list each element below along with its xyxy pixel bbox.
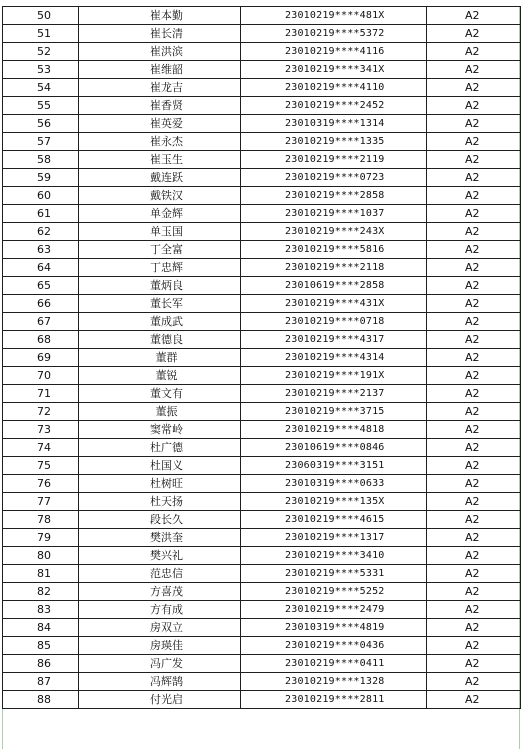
row-number-cell[interactable]: 65 <box>3 277 79 295</box>
license-class-cell[interactable]: A2 <box>427 457 521 475</box>
name-cell[interactable]: 窦常岭 <box>79 421 241 439</box>
table-row <box>3 133 521 151</box>
row-number-cell[interactable]: 73 <box>3 421 79 439</box>
id-number-cell[interactable]: 23010219****5372 <box>241 25 427 43</box>
table-row <box>3 313 521 331</box>
id-number-cell[interactable]: 23010219****135X <box>241 493 427 511</box>
license-class-cell[interactable]: A2 <box>427 115 521 133</box>
name-cell[interactable]: 董德良 <box>79 331 241 349</box>
name-cell[interactable]: 崔龙吉 <box>79 79 241 97</box>
table-row <box>3 547 521 565</box>
id-number-cell[interactable]: 23010319****0633 <box>241 475 427 493</box>
row-number-cell[interactable]: 83 <box>3 601 79 619</box>
name-cell[interactable]: 崔维韶 <box>79 61 241 79</box>
name-cell[interactable]: 董长军 <box>79 295 241 313</box>
id-number-cell[interactable]: 23010219****2118 <box>241 259 427 277</box>
row-number-cell[interactable]: 53 <box>3 61 79 79</box>
name-cell[interactable]: 单玉国 <box>79 223 241 241</box>
row-number-cell[interactable]: 77 <box>3 493 79 511</box>
id-number-cell[interactable]: 23010219****0723 <box>241 169 427 187</box>
name-cell[interactable]: 戴连跃 <box>79 169 241 187</box>
name-cell[interactable]: 段长久 <box>79 511 241 529</box>
license-class-cell[interactable]: A2 <box>427 601 521 619</box>
license-class-cell[interactable]: A2 <box>427 241 521 259</box>
id-number-cell[interactable]: 23010219****5331 <box>241 565 427 583</box>
license-class-cell[interactable]: A2 <box>427 259 521 277</box>
name-cell[interactable]: 崔玉生 <box>79 151 241 169</box>
table-row <box>3 637 521 655</box>
id-number-cell[interactable]: 23010219****2479 <box>241 601 427 619</box>
license-class-cell[interactable]: A2 <box>427 529 521 547</box>
id-number-cell[interactable]: 23010219****1037 <box>241 205 427 223</box>
name-cell[interactable]: 单金辉 <box>79 205 241 223</box>
name-cell[interactable]: 崔洪滨 <box>79 43 241 61</box>
table-row <box>3 25 521 43</box>
license-class-cell[interactable]: A2 <box>427 61 521 79</box>
id-number-cell[interactable]: 23010219****0411 <box>241 655 427 673</box>
license-class-cell[interactable]: A2 <box>427 385 521 403</box>
table-row <box>3 421 521 439</box>
id-number-cell[interactable]: 23010219****1317 <box>241 529 427 547</box>
table-row <box>3 43 521 61</box>
id-number-cell[interactable]: 23010219****2119 <box>241 151 427 169</box>
row-number-cell[interactable]: 55 <box>3 97 79 115</box>
id-number-cell[interactable]: 23010219****4314 <box>241 349 427 367</box>
table-row <box>3 655 521 673</box>
id-number-cell[interactable]: 23010219****5816 <box>241 241 427 259</box>
name-cell[interactable]: 方有成 <box>79 601 241 619</box>
license-class-cell[interactable]: A2 <box>427 583 521 601</box>
id-number-cell[interactable]: 23010219****1335 <box>241 133 427 151</box>
name-cell[interactable]: 丁忠辉 <box>79 259 241 277</box>
table-row <box>3 277 521 295</box>
row-number-cell[interactable]: 66 <box>3 295 79 313</box>
id-number-cell[interactable]: 23010219****481X <box>241 7 427 25</box>
table-row <box>3 439 521 457</box>
row-number-cell[interactable]: 50 <box>3 7 79 25</box>
id-number-cell[interactable]: 23010319****4819 <box>241 619 427 637</box>
license-class-cell[interactable]: A2 <box>427 205 521 223</box>
license-class-cell[interactable]: A2 <box>427 637 521 655</box>
table-row <box>3 187 521 205</box>
row-number-cell[interactable]: 70 <box>3 367 79 385</box>
row-number-cell[interactable]: 67 <box>3 313 79 331</box>
table-row <box>3 367 521 385</box>
row-number-cell[interactable]: 63 <box>3 241 79 259</box>
license-class-cell[interactable]: A2 <box>427 25 521 43</box>
name-cell[interactable]: 董炳良 <box>79 277 241 295</box>
name-cell[interactable]: 董振 <box>79 403 241 421</box>
id-number-cell[interactable]: 23010219****2137 <box>241 385 427 403</box>
table-row <box>3 115 521 133</box>
id-number-cell[interactable]: 23060319****3151 <box>241 457 427 475</box>
table-row <box>3 331 521 349</box>
id-number-cell[interactable]: 23010219****4317 <box>241 331 427 349</box>
license-class-cell[interactable]: A2 <box>427 511 521 529</box>
name-cell[interactable]: 崔长清 <box>79 25 241 43</box>
row-number-cell[interactable]: 60 <box>3 187 79 205</box>
row-number-cell[interactable]: 86 <box>3 655 79 673</box>
name-cell[interactable]: 樊兴礼 <box>79 547 241 565</box>
table-row <box>3 349 521 367</box>
row-number-cell[interactable]: 64 <box>3 259 79 277</box>
license-class-cell[interactable]: A2 <box>427 403 521 421</box>
id-number-cell[interactable]: 23010219****2858 <box>241 187 427 205</box>
name-cell[interactable]: 杜天扬 <box>79 493 241 511</box>
table-row <box>3 385 521 403</box>
table-row <box>3 457 521 475</box>
name-cell[interactable]: 董文有 <box>79 385 241 403</box>
table-row <box>3 7 521 25</box>
id-number-cell[interactable]: 23010219****4818 <box>241 421 427 439</box>
name-cell[interactable]: 范忠信 <box>79 565 241 583</box>
name-cell[interactable]: 董群 <box>79 349 241 367</box>
name-cell[interactable]: 冯辉鹄 <box>79 673 241 691</box>
row-number-cell[interactable]: 57 <box>3 133 79 151</box>
table-row <box>3 259 521 277</box>
name-cell[interactable]: 董锐 <box>79 367 241 385</box>
row-number-cell[interactable]: 62 <box>3 223 79 241</box>
id-number-cell[interactable]: 23010619****0846 <box>241 439 427 457</box>
row-number-cell[interactable]: 58 <box>3 151 79 169</box>
row-number-cell[interactable]: 82 <box>3 583 79 601</box>
name-cell[interactable]: 房瑛佳 <box>79 637 241 655</box>
row-number-cell[interactable]: 78 <box>3 511 79 529</box>
license-class-cell[interactable]: A2 <box>427 493 521 511</box>
id-number-cell[interactable]: 23010219****341X <box>241 61 427 79</box>
license-class-cell[interactable]: A2 <box>427 43 521 61</box>
license-class-cell[interactable]: A2 <box>427 421 521 439</box>
name-cell[interactable]: 付光启 <box>79 691 241 709</box>
name-cell[interactable]: 崔英爱 <box>79 115 241 133</box>
row-number-cell[interactable]: 71 <box>3 385 79 403</box>
table-row <box>3 79 521 97</box>
name-cell[interactable]: 崔香贤 <box>79 97 241 115</box>
name-cell[interactable]: 董成武 <box>79 313 241 331</box>
license-class-cell[interactable]: A2 <box>427 97 521 115</box>
row-number-cell[interactable]: 69 <box>3 349 79 367</box>
table-row <box>3 493 521 511</box>
id-number-cell[interactable]: 23010619****2858 <box>241 277 427 295</box>
table-row <box>3 565 521 583</box>
license-class-cell[interactable]: A2 <box>427 547 521 565</box>
table-row <box>3 691 521 709</box>
license-class-cell[interactable]: A2 <box>427 331 521 349</box>
row-number-cell[interactable]: 75 <box>3 457 79 475</box>
license-class-cell[interactable]: A2 <box>427 295 521 313</box>
license-class-cell[interactable]: A2 <box>427 439 521 457</box>
name-cell[interactable]: 方喜茂 <box>79 583 241 601</box>
license-class-cell[interactable]: A2 <box>427 673 521 691</box>
row-number-cell[interactable]: 68 <box>3 331 79 349</box>
id-number-cell[interactable]: 23010219****4116 <box>241 43 427 61</box>
name-cell[interactable]: 戴铁汉 <box>79 187 241 205</box>
license-class-cell[interactable]: A2 <box>427 277 521 295</box>
table-row <box>3 583 521 601</box>
id-number-cell[interactable]: 23010219****0436 <box>241 637 427 655</box>
name-cell[interactable]: 樊洪奎 <box>79 529 241 547</box>
license-class-cell[interactable]: A2 <box>427 619 521 637</box>
license-class-cell[interactable]: A2 <box>427 655 521 673</box>
name-cell[interactable]: 崔本勤 <box>79 7 241 25</box>
row-number-cell[interactable]: 52 <box>3 43 79 61</box>
license-class-cell[interactable]: A2 <box>427 7 521 25</box>
row-number-cell[interactable]: 79 <box>3 529 79 547</box>
license-class-cell[interactable]: A2 <box>427 151 521 169</box>
table-row <box>3 223 521 241</box>
name-cell[interactable]: 杜国义 <box>79 457 241 475</box>
row-number-cell[interactable]: 76 <box>3 475 79 493</box>
name-cell[interactable]: 丁全富 <box>79 241 241 259</box>
table-row <box>3 601 521 619</box>
row-number-cell[interactable]: 80 <box>3 547 79 565</box>
row-number-cell[interactable]: 88 <box>3 691 79 709</box>
name-cell[interactable]: 房双立 <box>79 619 241 637</box>
table-row <box>3 673 521 691</box>
license-class-cell[interactable]: A2 <box>427 691 521 709</box>
row-number-cell[interactable]: 51 <box>3 25 79 43</box>
id-number-cell[interactable]: 23010219****3410 <box>241 547 427 565</box>
row-number-cell[interactable]: 61 <box>3 205 79 223</box>
license-class-cell[interactable]: A2 <box>427 223 521 241</box>
row-number-cell[interactable]: 74 <box>3 439 79 457</box>
license-class-cell[interactable]: A2 <box>427 313 521 331</box>
id-number-cell[interactable]: 23010219****243X <box>241 223 427 241</box>
name-cell[interactable]: 杜广德 <box>79 439 241 457</box>
table-row <box>3 61 521 79</box>
table-row <box>3 511 521 529</box>
id-number-cell[interactable]: 23010219****2452 <box>241 97 427 115</box>
id-number-cell[interactable]: 23010219****2811 <box>241 691 427 709</box>
row-number-cell[interactable]: 81 <box>3 565 79 583</box>
name-cell[interactable]: 冯广发 <box>79 655 241 673</box>
table-row <box>3 241 521 259</box>
table-row <box>3 169 521 187</box>
roster-table <box>2 6 521 709</box>
id-number-cell[interactable]: 23010219****0718 <box>241 313 427 331</box>
license-class-cell[interactable]: A2 <box>427 565 521 583</box>
roster-table-body <box>3 7 521 709</box>
id-number-cell[interactable]: 23010219****3715 <box>241 403 427 421</box>
license-class-cell[interactable]: A2 <box>427 367 521 385</box>
row-number-cell[interactable]: 56 <box>3 115 79 133</box>
table-row <box>3 205 521 223</box>
row-number-cell[interactable]: 85 <box>3 637 79 655</box>
table-row <box>3 475 521 493</box>
row-number-cell[interactable]: 72 <box>3 403 79 421</box>
table-row <box>3 97 521 115</box>
id-number-cell[interactable]: 23010219****5252 <box>241 583 427 601</box>
id-number-cell[interactable]: 23010219****431X <box>241 295 427 313</box>
license-class-cell[interactable]: A2 <box>427 79 521 97</box>
id-number-cell[interactable]: 23010319****1314 <box>241 115 427 133</box>
row-number-cell[interactable]: 59 <box>3 169 79 187</box>
id-number-cell[interactable]: 23010219****191X <box>241 367 427 385</box>
table-row <box>3 403 521 421</box>
id-number-cell[interactable]: 23010219****4615 <box>241 511 427 529</box>
license-class-cell[interactable]: A2 <box>427 187 521 205</box>
id-number-cell[interactable]: 23010219****1328 <box>241 673 427 691</box>
table-row <box>3 295 521 313</box>
table-row <box>3 151 521 169</box>
id-number-cell[interactable]: 23010219****4110 <box>241 79 427 97</box>
row-number-cell[interactable]: 84 <box>3 619 79 637</box>
row-number-cell[interactable]: 87 <box>3 673 79 691</box>
license-class-cell[interactable]: A2 <box>427 475 521 493</box>
table-row <box>3 529 521 547</box>
license-class-cell[interactable]: A2 <box>427 349 521 367</box>
table-row <box>3 619 521 637</box>
name-cell[interactable]: 崔永杰 <box>79 133 241 151</box>
license-class-cell[interactable]: A2 <box>427 169 521 187</box>
row-number-cell[interactable]: 54 <box>3 79 79 97</box>
license-class-cell[interactable]: A2 <box>427 133 521 151</box>
name-cell[interactable]: 杜树旺 <box>79 475 241 493</box>
